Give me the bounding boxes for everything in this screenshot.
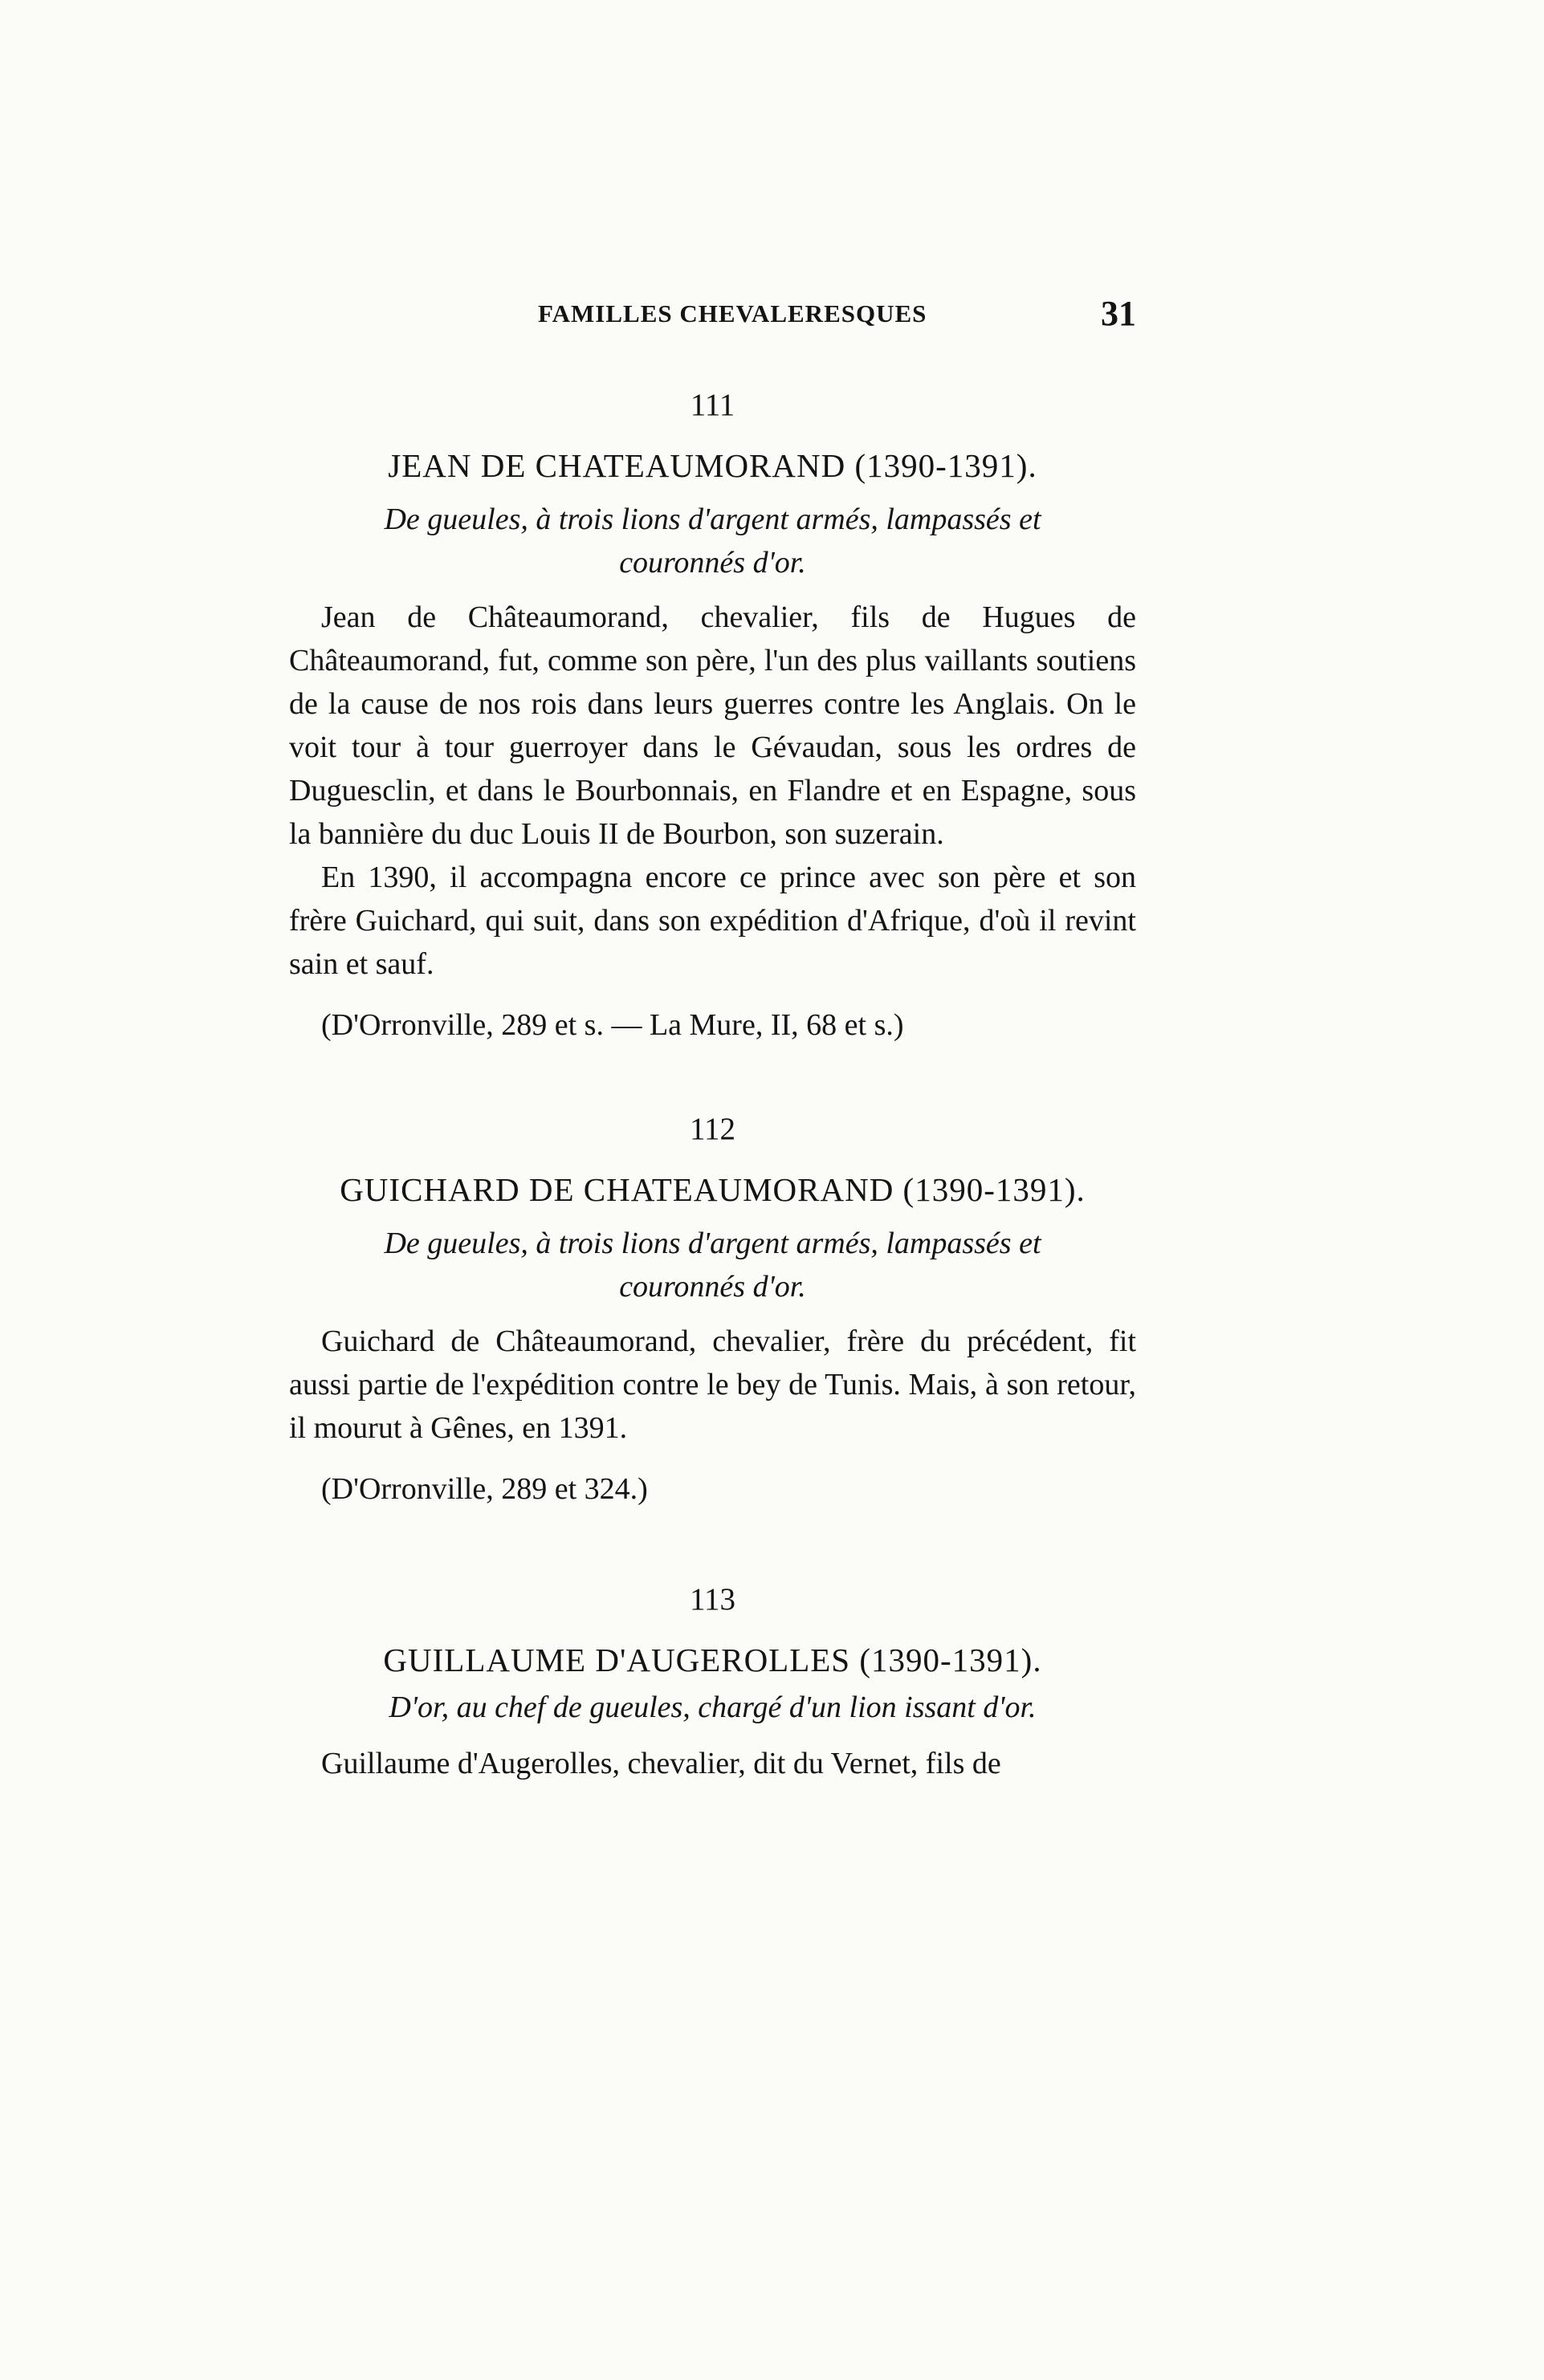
entry-paragraph: Guillaume d'Augerolles, chevalier, dit du Vernet, fils de [321, 1747, 1001, 1780]
entry-heading: GUICHARD DE CHATEAUMORAND (1390-1391). [340, 1171, 1086, 1208]
entry-heading: GUILLAUME D'AUGEROLLES (1390-1391). [383, 1642, 1042, 1678]
running-header [289, 293, 1136, 341]
entry-number: 111 [690, 388, 735, 422]
running-title: FAMILLES CHEVALERESQUES [538, 299, 927, 328]
entry-112 [289, 1109, 1136, 1511]
page-number: 31 [1101, 294, 1136, 333]
entry-113 [289, 1580, 1136, 1785]
entry-paragraph: Guichard de Châteaumorand, chevalier, frère du précédent, fit aussi partie de l'expédition contre le bey de Tunis. Mais, à son retour, il mourut à Gênes, en 1391. [289, 1324, 1136, 1445]
entry-blazon: D'or, au chef de gueules, chargé d'un lion issant d'or. [389, 1690, 1037, 1724]
entry-blazon: De gueules, à trois lions d'argent armés, lampassés et couronnés d'or. [384, 502, 1041, 580]
entry-number: 113 [689, 1582, 736, 1617]
entry-source: (D'Orronville, 289 et 324.) [321, 1472, 648, 1506]
entry-blazon: De gueules, à trois lions d'argent armés, lampassés et couronnés d'or. [384, 1227, 1041, 1304]
entry-heading: JEAN DE CHATEAUMORAND (1390-1391). [388, 447, 1037, 484]
entry-111 [289, 385, 1136, 1047]
entry-paragraph: Jean de Châteaumorand, chevalier, fils de Hugues de Châteaumorand, fut, comme son père, l'un des plus vaillants soutiens de la cause de nos rois dans leurs guerres contre les Anglais. On le voit tour à tour guerroyer dans le Gévaudan, sous les ordres de Duguesclin, et dans le Bourbonnais, en Flandre et en Espagne, sous la bannière du duc Louis II de Bourbon, son suzerain. [289, 600, 1136, 851]
body-text [289, 369, 1136, 1785]
entry-paragraph: En 1390, il accompagna encore ce prince avec son père et son frère Guichard, qui suit, dans son expédition d'Afrique, d'où il revint sain et sauf. [289, 860, 1136, 981]
entry-source: (D'Orronville, 289 et s. — La Mure, II, 68 et s.) [321, 1008, 904, 1042]
entry-number: 112 [689, 1112, 736, 1146]
